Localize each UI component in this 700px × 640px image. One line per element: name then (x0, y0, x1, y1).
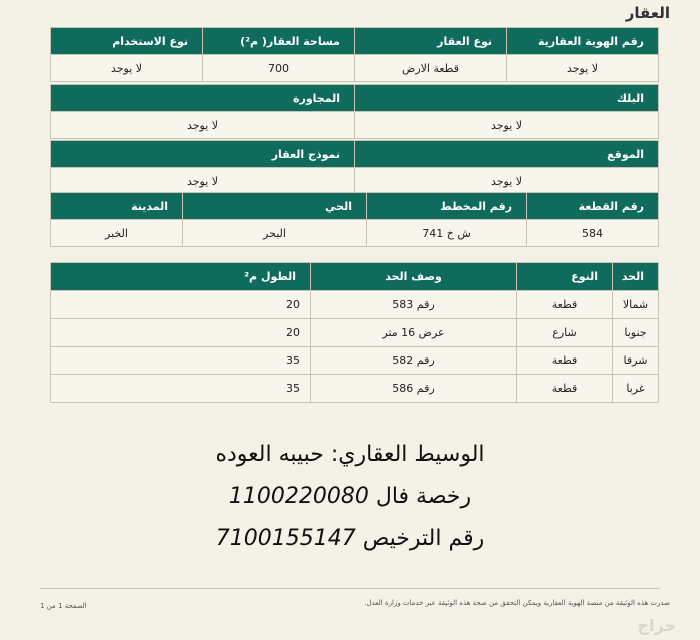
fal-license-label: رخصة فال (375, 484, 472, 509)
header-area: مساحة العقار( م²) (203, 28, 355, 55)
header-city: المدينة (51, 193, 183, 220)
boundaries-table (50, 262, 659, 403)
boundary-description: رقم 586 (311, 375, 517, 403)
header-plot-number: رقم القطعة (527, 193, 659, 220)
fal-license-number: 1100220080 (228, 484, 369, 509)
table-row (51, 347, 659, 375)
footer-divider (40, 588, 660, 589)
boundary-length: 35 (51, 375, 311, 403)
boundary-type: قطعة (517, 291, 613, 319)
header-property-model: نموذج العقار (51, 141, 355, 168)
header-property-type: نوع العقار (355, 28, 507, 55)
boundary-length: 20 (51, 319, 311, 347)
header-location: الموقع (355, 141, 659, 168)
value-plan-number: ش خ 741 (367, 220, 527, 247)
boundary-type: قطعة (517, 347, 613, 375)
header-district: الحي (183, 193, 367, 220)
header-plan-number: رقم المخطط (367, 193, 527, 220)
broker-name-note (0, 442, 700, 467)
header-boundary: الحد (613, 263, 659, 291)
header-block: البلك (355, 85, 659, 112)
boundary-direction: شمالا (613, 291, 659, 319)
value-block: لا يوجد (355, 112, 659, 139)
value-plot-number: 584 (527, 220, 659, 247)
header-boundary-description: وصف الحد (311, 263, 517, 291)
footer-disclaimer: صدرت هذه الوثيقة من منصة الهوية العقارية ويمكن التحقق من صحة هذه الوثيقة عبر خدمات وزارة العدل. (364, 599, 670, 607)
boundary-description: رقم 582 (311, 347, 517, 375)
license-number-note (0, 526, 700, 551)
boundary-description: عرض 16 متر (311, 319, 517, 347)
license-number-value: 7100155147 (215, 526, 356, 551)
value-property-type: قطعة الارض (355, 55, 507, 82)
header-boundary-type: النوع (517, 263, 613, 291)
location-table (50, 140, 659, 195)
boundary-type: شارع (517, 319, 613, 347)
block-table (50, 84, 659, 139)
value-city: الخبر (51, 220, 183, 247)
watermark-logo: حراج (637, 616, 676, 635)
value-area: 700 (203, 55, 355, 82)
license-number-label: رقم الترخيص (362, 526, 485, 551)
header-boundary-length: الطول م² (51, 263, 311, 291)
boundary-type: قطعة (517, 375, 613, 403)
value-district: البحر (183, 220, 367, 247)
boundary-length: 20 (51, 291, 311, 319)
header-neighborhood-unit: المجاورة (51, 85, 355, 112)
table-row (51, 375, 659, 403)
value-neighborhood-unit: لا يوجد (51, 112, 355, 139)
boundary-direction: جنوبا (613, 319, 659, 347)
table-row (51, 319, 659, 347)
section-title: العقار (625, 4, 670, 22)
property-info-table (50, 27, 659, 82)
fal-license-note (0, 484, 700, 509)
boundary-direction: غربا (613, 375, 659, 403)
value-property-id: لا يوجد (507, 55, 659, 82)
table-row (51, 291, 659, 319)
footer-page-number: الصفحة 1 من 1 (40, 602, 87, 610)
value-location: لا يوجد (355, 168, 659, 195)
value-usage-type: لا يوجد (51, 55, 203, 82)
boundary-length: 35 (51, 347, 311, 375)
boundary-description: رقم 583 (311, 291, 517, 319)
header-property-id: رقم الهوية العقارية (507, 28, 659, 55)
value-property-model: لا يوجد (51, 168, 355, 195)
boundary-direction: شرقا (613, 347, 659, 375)
header-usage-type: نوع الاستخدام (51, 28, 203, 55)
plot-table (50, 192, 659, 247)
broker-name-text: الوسيط العقاري: حبيبه العوده (215, 442, 485, 467)
